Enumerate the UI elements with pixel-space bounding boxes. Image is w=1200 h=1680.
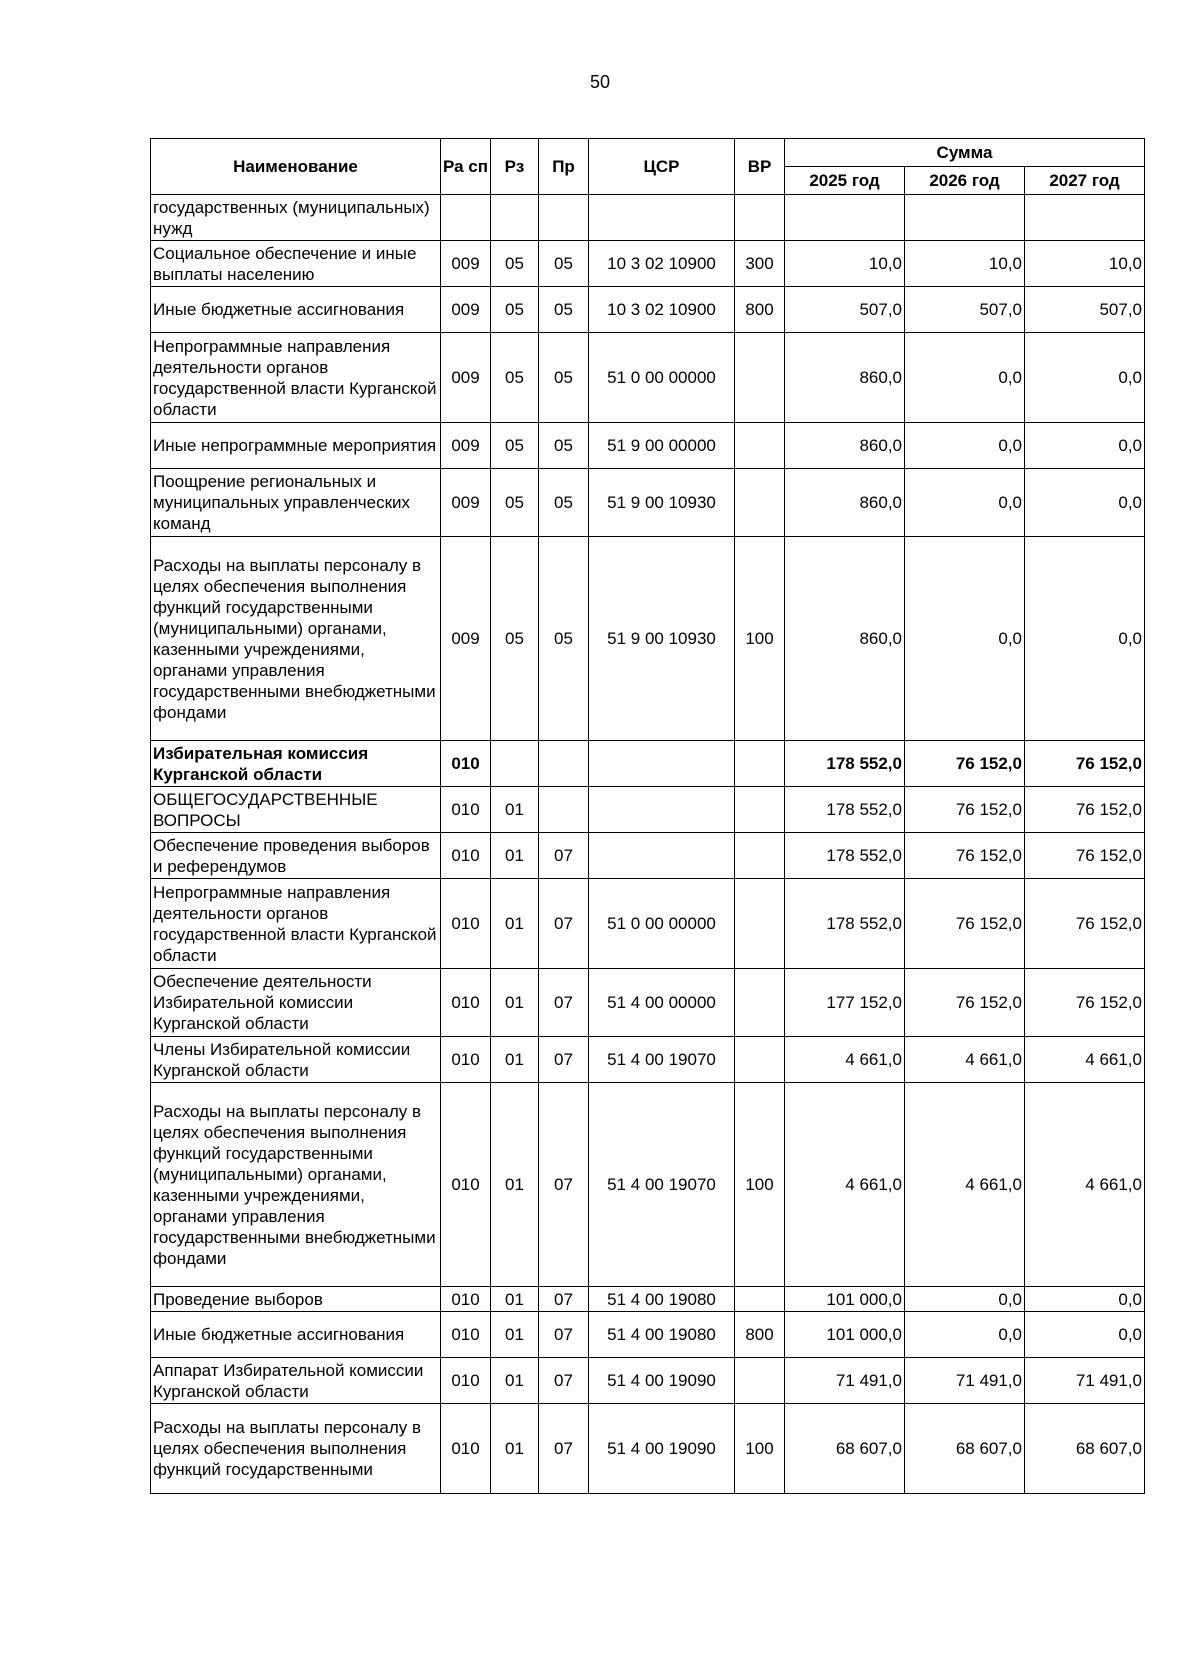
- cell-amount-2026: 76 152,0: [905, 879, 1025, 969]
- cell-amount-2025: 177 152,0: [785, 969, 905, 1037]
- cell-vr: [735, 195, 785, 241]
- cell-amount-2027: 76 152,0: [1025, 969, 1145, 1037]
- cell-rz: 05: [491, 287, 539, 333]
- cell-rasp: 009: [441, 469, 491, 537]
- cell-amount-2025: 178 552,0: [785, 741, 905, 787]
- table-row: [151, 1358, 1145, 1404]
- table-row: [151, 537, 1145, 741]
- cell-amount-2027: 0,0: [1025, 333, 1145, 423]
- cell-amount-2026: 507,0: [905, 287, 1025, 333]
- cell-rz: 05: [491, 537, 539, 741]
- table-row: [151, 241, 1145, 287]
- header-year-2025: 2025 год: [785, 167, 905, 195]
- cell-name: Проведение выборов: [151, 1287, 441, 1312]
- cell-amount-2027: [1025, 195, 1145, 241]
- cell-amount-2025: 4 661,0: [785, 1083, 905, 1287]
- header-csr: ЦСР: [589, 139, 735, 195]
- cell-pr: 05: [539, 287, 589, 333]
- cell-amount-2027: 76 152,0: [1025, 787, 1145, 833]
- cell-pr: 07: [539, 1037, 589, 1083]
- cell-amount-2025: 860,0: [785, 537, 905, 741]
- cell-name: Обеспечение деятельности Избирательной комиссии Курганской области: [151, 969, 441, 1037]
- cell-pr: 07: [539, 833, 589, 879]
- cell-amount-2027: 4 661,0: [1025, 1083, 1145, 1287]
- table-row: [151, 423, 1145, 469]
- cell-rasp: 009: [441, 241, 491, 287]
- table-header: [151, 139, 1145, 195]
- cell-rasp: 009: [441, 333, 491, 423]
- cell-pr: 07: [539, 1358, 589, 1404]
- cell-rasp: 010: [441, 833, 491, 879]
- cell-csr: 51 9 00 00000: [589, 423, 735, 469]
- cell-pr: 05: [539, 537, 589, 741]
- cell-csr: [589, 195, 735, 241]
- cell-rz: 01: [491, 787, 539, 833]
- cell-pr: 05: [539, 333, 589, 423]
- cell-amount-2027: 0,0: [1025, 469, 1145, 537]
- cell-csr: 51 4 00 19080: [589, 1312, 735, 1358]
- header-name: Наименование: [151, 139, 441, 195]
- cell-rz: [491, 741, 539, 787]
- cell-amount-2027: 4 661,0: [1025, 1037, 1145, 1083]
- cell-rz: 01: [491, 969, 539, 1037]
- cell-vr: 100: [735, 537, 785, 741]
- cell-vr: [735, 1037, 785, 1083]
- header-vr: ВР: [735, 139, 785, 195]
- cell-amount-2026: 76 152,0: [905, 787, 1025, 833]
- cell-pr: 07: [539, 1287, 589, 1312]
- budget-table: [150, 138, 1145, 1494]
- cell-name: Непрограммные направления деятельности органов государственной власти Курганской области: [151, 333, 441, 423]
- cell-vr: 300: [735, 241, 785, 287]
- cell-rasp: 009: [441, 423, 491, 469]
- table-body: [151, 195, 1145, 1494]
- cell-amount-2026: 4 661,0: [905, 1037, 1025, 1083]
- cell-amount-2027: 0,0: [1025, 1312, 1145, 1358]
- cell-vr: [735, 423, 785, 469]
- cell-name: Иные непрограммные мероприятия: [151, 423, 441, 469]
- cell-rasp: 010: [441, 1358, 491, 1404]
- cell-amount-2027: 0,0: [1025, 1287, 1145, 1312]
- cell-amount-2027: 507,0: [1025, 287, 1145, 333]
- cell-amount-2027: 76 152,0: [1025, 833, 1145, 879]
- cell-vr: [735, 787, 785, 833]
- cell-amount-2025: 860,0: [785, 423, 905, 469]
- cell-amount-2025: 860,0: [785, 469, 905, 537]
- cell-rz: 01: [491, 1287, 539, 1312]
- cell-csr: [589, 833, 735, 879]
- cell-rz: 01: [491, 1404, 539, 1494]
- cell-amount-2026: 76 152,0: [905, 833, 1025, 879]
- table-row: [151, 469, 1145, 537]
- cell-amount-2026: 0,0: [905, 469, 1025, 537]
- cell-csr: 51 4 00 19090: [589, 1358, 735, 1404]
- cell-csr: 51 4 00 19070: [589, 1083, 735, 1287]
- cell-pr: 05: [539, 241, 589, 287]
- cell-rz: 01: [491, 833, 539, 879]
- cell-rasp: [441, 195, 491, 241]
- cell-name: Иные бюджетные ассигнования: [151, 1312, 441, 1358]
- cell-name: Расходы на выплаты персоналу в целях обеспечения выполнения функций государственными: [151, 1404, 441, 1494]
- cell-amount-2026: 68 607,0: [905, 1404, 1025, 1494]
- header-rz: Рз: [491, 139, 539, 195]
- cell-amount-2025: 101 000,0: [785, 1287, 905, 1312]
- cell-amount-2026: 0,0: [905, 333, 1025, 423]
- table-row: [151, 333, 1145, 423]
- cell-vr: [735, 879, 785, 969]
- cell-rz: 05: [491, 423, 539, 469]
- cell-rasp: 010: [441, 741, 491, 787]
- cell-amount-2027: 71 491,0: [1025, 1358, 1145, 1404]
- cell-csr: 51 4 00 19070: [589, 1037, 735, 1083]
- cell-rz: 05: [491, 241, 539, 287]
- cell-rasp: 010: [441, 1037, 491, 1083]
- cell-amount-2027: 10,0: [1025, 241, 1145, 287]
- cell-vr: [735, 833, 785, 879]
- cell-pr: 07: [539, 969, 589, 1037]
- cell-vr: 100: [735, 1083, 785, 1287]
- cell-rasp: 010: [441, 1287, 491, 1312]
- header-year-2027: 2027 год: [1025, 167, 1145, 195]
- cell-amount-2025: 101 000,0: [785, 1312, 905, 1358]
- cell-amount-2025: 4 661,0: [785, 1037, 905, 1083]
- cell-pr: 07: [539, 879, 589, 969]
- cell-pr: 05: [539, 423, 589, 469]
- cell-csr: [589, 787, 735, 833]
- cell-rz: 01: [491, 1358, 539, 1404]
- cell-csr: 10 3 02 10900: [589, 287, 735, 333]
- cell-pr: 07: [539, 1404, 589, 1494]
- cell-amount-2025: 178 552,0: [785, 833, 905, 879]
- cell-amount-2026: 4 661,0: [905, 1083, 1025, 1287]
- cell-amount-2025: 507,0: [785, 287, 905, 333]
- cell-amount-2025: 178 552,0: [785, 787, 905, 833]
- cell-amount-2026: [905, 195, 1025, 241]
- cell-vr: [735, 969, 785, 1037]
- cell-rz: 01: [491, 1312, 539, 1358]
- cell-vr: 800: [735, 1312, 785, 1358]
- cell-rz: 05: [491, 333, 539, 423]
- cell-rasp: 010: [441, 1404, 491, 1494]
- cell-pr: 07: [539, 1312, 589, 1358]
- cell-amount-2027: 76 152,0: [1025, 879, 1145, 969]
- cell-amount-2025: 178 552,0: [785, 879, 905, 969]
- cell-pr: [539, 787, 589, 833]
- cell-pr: [539, 741, 589, 787]
- cell-rz: 05: [491, 469, 539, 537]
- cell-rz: [491, 195, 539, 241]
- table-row: [151, 741, 1145, 787]
- cell-rz: 01: [491, 879, 539, 969]
- cell-rasp: 010: [441, 969, 491, 1037]
- cell-csr: 51 4 00 19080: [589, 1287, 735, 1312]
- header-year-2026: 2026 год: [905, 167, 1025, 195]
- table-row: [151, 195, 1145, 241]
- cell-csr: 51 9 00 10930: [589, 537, 735, 741]
- cell-amount-2025: 10,0: [785, 241, 905, 287]
- cell-csr: 51 0 00 00000: [589, 333, 735, 423]
- header-sum: Сумма: [785, 139, 1145, 167]
- cell-amount-2026: 0,0: [905, 423, 1025, 469]
- cell-pr: 07: [539, 1083, 589, 1287]
- cell-amount-2025: 71 491,0: [785, 1358, 905, 1404]
- cell-pr: 05: [539, 469, 589, 537]
- cell-amount-2026: 76 152,0: [905, 741, 1025, 787]
- cell-vr: 800: [735, 287, 785, 333]
- table-row: [151, 1037, 1145, 1083]
- cell-name: Непрограммные направления деятельности органов государственной власти Курганской области: [151, 879, 441, 969]
- page-number: 50: [589, 72, 611, 92]
- cell-name: Обеспечение проведения выборов и референдумов: [151, 833, 441, 879]
- table-row: [151, 1312, 1145, 1358]
- cell-vr: [735, 333, 785, 423]
- table-row: [151, 879, 1145, 969]
- cell-amount-2026: 0,0: [905, 1287, 1025, 1312]
- cell-rasp: 010: [441, 1083, 491, 1287]
- header-pr: Пр: [539, 139, 589, 195]
- cell-amount-2026: 10,0: [905, 241, 1025, 287]
- cell-vr: [735, 1287, 785, 1312]
- cell-amount-2026: 76 152,0: [905, 969, 1025, 1037]
- cell-amount-2025: [785, 195, 905, 241]
- cell-amount-2026: 0,0: [905, 1312, 1025, 1358]
- table-row: [151, 787, 1145, 833]
- cell-name: Поощрение региональных и муниципальных управленческих команд: [151, 469, 441, 537]
- cell-name: Социальное обеспечение и иные выплаты населению: [151, 241, 441, 287]
- cell-rasp: 010: [441, 787, 491, 833]
- table-row: [151, 1287, 1145, 1312]
- cell-rz: 01: [491, 1083, 539, 1287]
- cell-vr: [735, 741, 785, 787]
- table-row: [151, 969, 1145, 1037]
- cell-vr: [735, 469, 785, 537]
- cell-rz: 01: [491, 1037, 539, 1083]
- table-row: [151, 1083, 1145, 1287]
- cell-name: Члены Избирательной комиссии Курганской области: [151, 1037, 441, 1083]
- cell-name: Избирательная комиссия Курганской области: [151, 741, 441, 787]
- cell-csr: 51 4 00 00000: [589, 969, 735, 1037]
- cell-amount-2026: 0,0: [905, 537, 1025, 741]
- cell-pr: [539, 195, 589, 241]
- table-row: [151, 1404, 1145, 1494]
- cell-vr: 100: [735, 1404, 785, 1494]
- cell-name: Аппарат Избирательной комиссии Курганской области: [151, 1358, 441, 1404]
- cell-name: Расходы на выплаты персоналу в целях обеспечения выполнения функций государственными (муниципальными) органами, казенными учреждениями, органами управления государственными внебюджетными фондами: [151, 537, 441, 741]
- cell-amount-2026: 71 491,0: [905, 1358, 1025, 1404]
- cell-csr: 10 3 02 10900: [589, 241, 735, 287]
- cell-rasp: 010: [441, 879, 491, 969]
- cell-rasp: 009: [441, 287, 491, 333]
- table-row: [151, 833, 1145, 879]
- cell-name: Расходы на выплаты персоналу в целях обеспечения выполнения функций государственными (муниципальными) органами, казенными учреждениями, органами управления государственными внебюджетными фондами: [151, 1083, 441, 1287]
- cell-amount-2025: 860,0: [785, 333, 905, 423]
- cell-vr: [735, 1358, 785, 1404]
- cell-rasp: 010: [441, 1312, 491, 1358]
- cell-name: государственных (муниципальных) нужд: [151, 195, 441, 241]
- cell-name: ОБЩЕГОСУДАРСТВЕННЫЕ ВОПРОСЫ: [151, 787, 441, 833]
- cell-amount-2027: 76 152,0: [1025, 741, 1145, 787]
- cell-csr: 51 0 00 00000: [589, 879, 735, 969]
- table-row: [151, 287, 1145, 333]
- cell-amount-2027: 0,0: [1025, 537, 1145, 741]
- cell-csr: [589, 741, 735, 787]
- cell-amount-2027: 0,0: [1025, 423, 1145, 469]
- cell-name: Иные бюджетные ассигнования: [151, 287, 441, 333]
- cell-rasp: 009: [441, 537, 491, 741]
- cell-csr: 51 9 00 10930: [589, 469, 735, 537]
- header-rasp: Ра сп: [441, 139, 491, 195]
- cell-amount-2027: 68 607,0: [1025, 1404, 1145, 1494]
- cell-csr: 51 4 00 19090: [589, 1404, 735, 1494]
- cell-amount-2025: 68 607,0: [785, 1404, 905, 1494]
